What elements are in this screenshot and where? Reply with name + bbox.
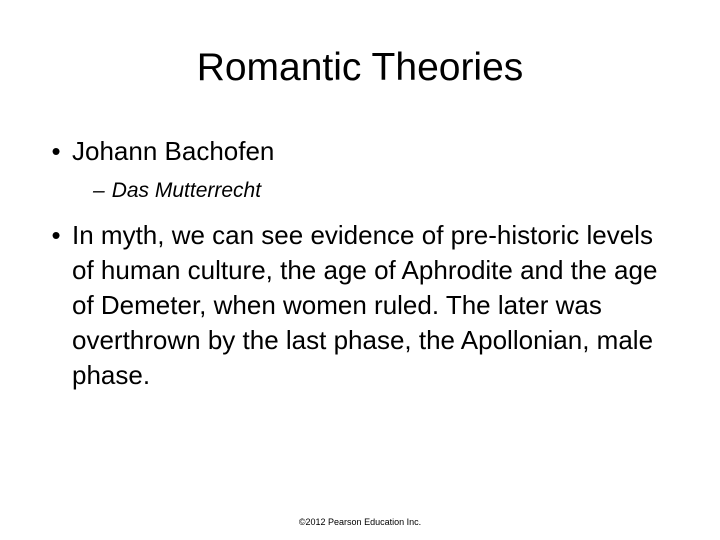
bullet-marker: • <box>51 220 61 250</box>
slide-title: Romantic Theories <box>196 46 524 89</box>
sub-bullet-dash: – <box>93 179 105 202</box>
bullet-marker: • <box>51 136 61 166</box>
sub-bullet-text: Das Mutterrecht <box>111 179 262 202</box>
sub-bullet-item <box>93 177 261 205</box>
bullet-text: Johann Bachofen <box>72 136 275 166</box>
bullet-item-bachofen <box>48 134 688 169</box>
bullet-text: In myth, we can see evidence of pre-historic levels of human culture, the age of Aphrodite and the age of Demeter, when women ruled. The later was overthrown by the last phase, the Apollonian, male phase. <box>72 220 658 390</box>
bullet-item-myth <box>48 218 678 393</box>
copyright-footer: ©2012 Pearson Education Inc. <box>298 517 422 527</box>
